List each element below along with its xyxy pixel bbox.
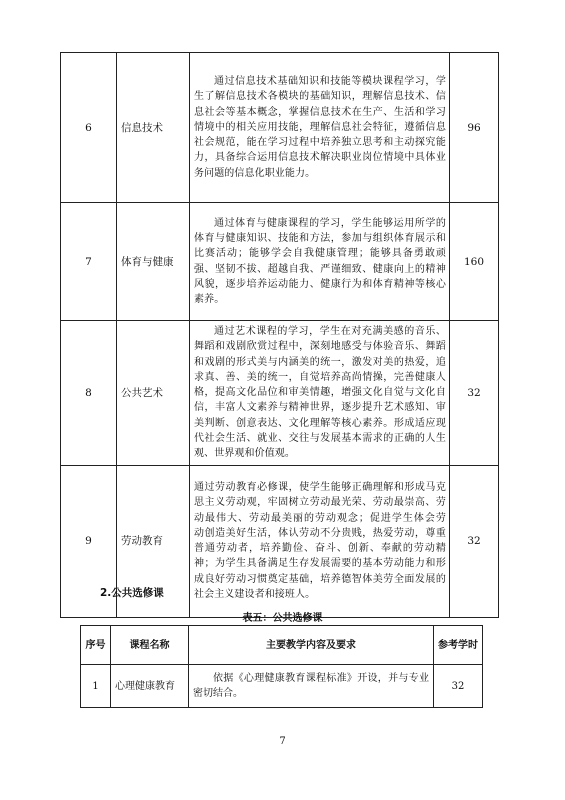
course-content-text: 依据《心理健康教育课程标准》开设，并与专业密切结合。 [193, 673, 429, 699]
course-content-text: 通过信息技术基础知识和技能等模块课程学习，学生了解信息技术各模块的基础知识，理解信息技术、信息社会等基本概念，掌握信息技术在生产、生活和学习情境中的相关应用技能，理解信息社会特征，遵循信息社会规范，能在学习过程中培养独立思考和主动探究能力，具备综合运用信息技术解决职业岗位情境中具体业务问题的信息化职业能力。 [194, 75, 446, 179]
course-content [189, 665, 434, 708]
course-name: 心理健康教育 [111, 665, 189, 708]
table-row [61, 53, 499, 203]
column-header-number: 序号 [81, 626, 111, 665]
column-header-hours: 参考学时 [434, 626, 483, 665]
row-number: 1 [81, 665, 111, 708]
row-number: 6 [61, 53, 117, 203]
course-name: 公共艺术 [117, 321, 190, 466]
course-hours: 32 [450, 321, 499, 466]
row-number: 9 [61, 465, 117, 617]
elective-courses-table [80, 625, 483, 708]
table-row [81, 665, 483, 708]
row-number: 7 [61, 203, 117, 321]
course-content [190, 203, 450, 321]
table-caption: 表五：公共选修课 [242, 613, 323, 624]
table-header-row [81, 626, 483, 665]
course-name: 体育与健康 [117, 203, 190, 321]
course-content [190, 53, 450, 203]
table-row [61, 203, 499, 321]
course-content-text: 通过劳动教育必修课，使学生能够正确理解和形成马克思主义劳动观，牢固树立劳动最光荣、劳动最崇高、劳动最伟大、劳动最美丽的劳动观念；促进学生体会劳 动创造美好生活，体认劳动不分贵贱，热爱劳动，尊重普通劳动者，培养勤俭、奋斗、创新、奉献的劳动精神；为学生具备满足生存发展需要的基本劳动能力和形成良好劳动习惯奠定基础，培养德智体美劳全面发展的社会主义建设者和接班人。 [194, 481, 457, 601]
page-number: 7 [279, 736, 286, 747]
course-content-text: 通过体育与健康课程的学习，学生能够运用所学的体育与健康知识、技能和方法，参加与组织体育展示和比赛活动；能够学会自我健康管理；能够具备勇敢顽强、坚韧不拔、超越自我、严谨细致、健康向上的精神风貌，逐步培养运动能力、健康行为和体育精神等核心素养。 [194, 217, 446, 306]
course-name: 劳动教育 [117, 465, 190, 617]
row-number: 8 [61, 321, 117, 466]
required-courses-table [60, 52, 499, 618]
course-content-text: 通过艺术课程的学习，学生在对充满美感的音乐、舞蹈和戏剧欣赏过程中，深刻地感受与体验音乐、舞蹈和戏剧的形式美与内涵美的统一，激发对美的热爱，追求真、善、美的统一，自觉培养高尚情操，完善健康人格，提高文化品位和审美情趣，增强文化自觉与文化自信，丰富人文素养与精神世界，逐步提升艺术感知、审美判断、创意表达、文化理解等核心素养。形成适应现代社会生活、就业、交往与发展基本需求的正确的人生观、世界观和价值观。 [194, 326, 446, 460]
course-content [190, 465, 457, 617]
course-hours: 32 [450, 465, 499, 617]
section-heading: 2.公共选修课 [100, 587, 164, 599]
course-hours: 160 [450, 203, 499, 321]
table-row [61, 321, 499, 466]
course-hours: 96 [450, 53, 499, 203]
course-hours: 32 [434, 665, 483, 708]
course-content [190, 321, 450, 466]
column-header-course-name: 课程名称 [111, 626, 189, 665]
course-name: 信息技术 [117, 53, 190, 203]
column-header-content: 主要教学内容及要求 [189, 626, 434, 665]
